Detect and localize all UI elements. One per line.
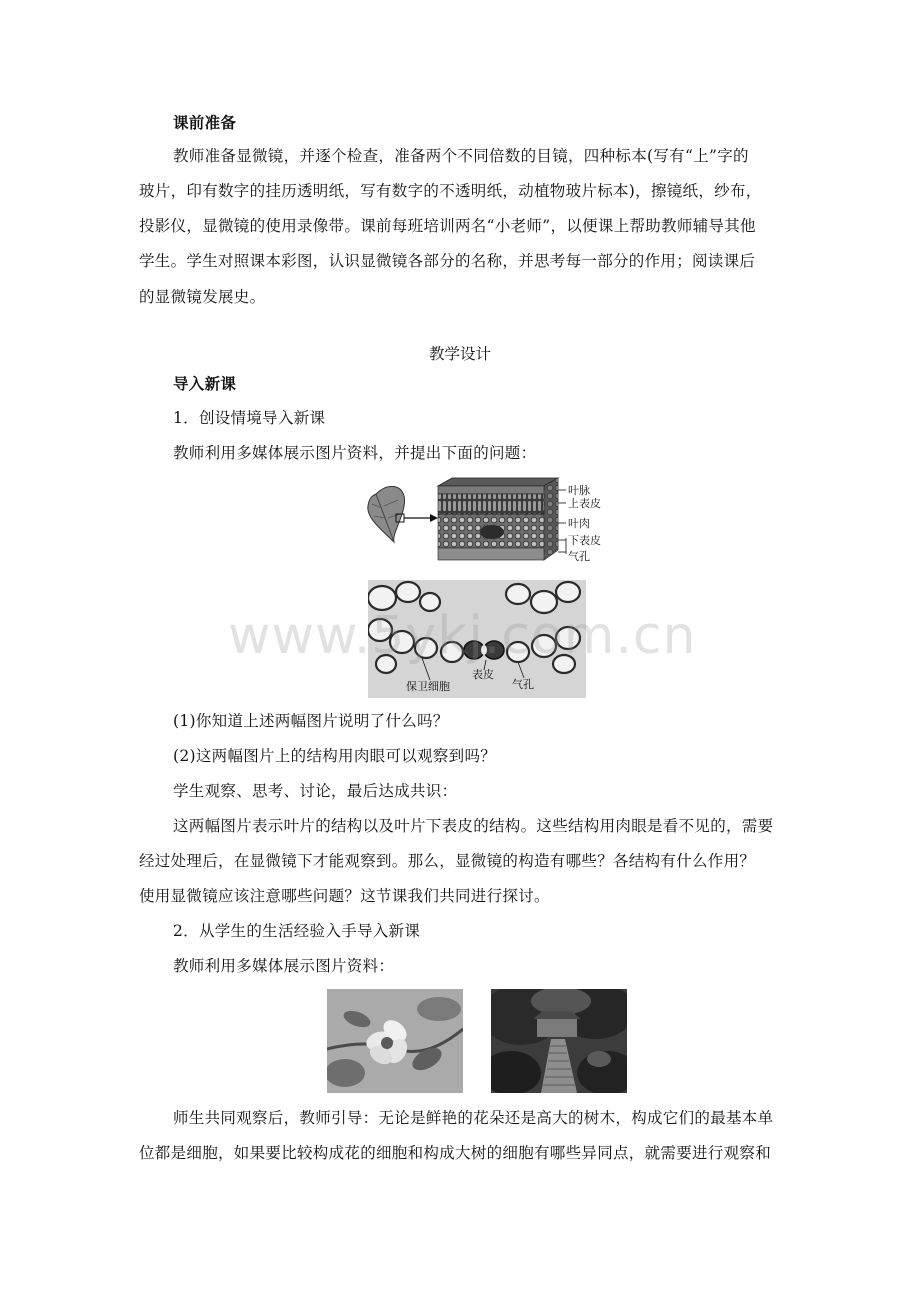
section-heading-prep: 课前准备 bbox=[173, 113, 237, 132]
arrow-icon bbox=[404, 514, 438, 522]
question-1: (1)你知道上述两幅图片说明了什么吗？ bbox=[173, 712, 449, 730]
answer-line-2: 经过处理后，在显微镜下才能观察到。那么，显微镜的构造有哪些？各结构有什么作用？ bbox=[139, 852, 756, 870]
guide-line-2: 位都是细胞，如果要比较构成花的细胞和构成大树的细胞有哪些异同点，就需要进行观察和 bbox=[139, 1144, 772, 1162]
watermark-text: www.5ykj.com.cn bbox=[228, 606, 697, 666]
answer-line-1: 这两幅图片表示叶片的结构以及叶片下表皮的结构。这些结构用肉眼是看不见的，需要 bbox=[173, 817, 774, 835]
label-upper-epidermis: 上表皮 bbox=[568, 497, 601, 510]
tree-path-photo bbox=[491, 989, 627, 1093]
item-1-heading: 1．创设情境导入新课 bbox=[173, 409, 326, 427]
label-guard-cell: 保卫细胞 bbox=[406, 680, 450, 693]
question-2: (2)这两幅图片上的结构用肉眼可以观察到吗？ bbox=[173, 747, 497, 765]
label-mesophyll: 叶肉 bbox=[568, 517, 590, 530]
section-heading-intro: 导入新课 bbox=[173, 374, 237, 393]
prep-line-2: 玻片，印有数字的挂历透明纸，写有数字的不透明纸，动植物玻片标本)，擦镜纸，纱布， bbox=[139, 182, 762, 200]
label-epidermis: 表皮 bbox=[472, 668, 494, 681]
leaf-structure-figure bbox=[362, 476, 602, 570]
item-2-heading: 2．从学生的生活经验入手导入新课 bbox=[173, 922, 421, 940]
prep-line-5: 的显微镜发展史。 bbox=[139, 288, 266, 306]
section-title-design: 教学设计 bbox=[428, 345, 491, 363]
consensus-text: 学生观察、思考、讨论，最后达成共识： bbox=[173, 782, 458, 800]
epidermis-micrograph bbox=[368, 580, 586, 698]
prep-line-3: 投影仪，显微镜的使用录像带。课前每班培训两名“小老师”，以便课上帮助教师辅导其他 bbox=[139, 217, 756, 235]
label-stoma-2: 气孔 bbox=[512, 678, 534, 691]
cross-section-block bbox=[438, 478, 558, 560]
item-1-text: 教师利用多媒体展示图片资料，并提出下面的问题： bbox=[173, 444, 537, 462]
item-2-text: 教师利用多媒体展示图片资料： bbox=[173, 957, 395, 975]
leaf-icon bbox=[368, 486, 405, 542]
label-lower-epidermis: 下表皮 bbox=[568, 534, 601, 547]
label-vein: 叶脉 bbox=[568, 484, 590, 497]
prep-line-4: 学生。学生对照课本彩图，认识显微镜各部分的名称，并思考每一部分的作用；阅读课后 bbox=[139, 252, 756, 270]
label-stoma: 气孔 bbox=[568, 550, 590, 563]
guide-line-1: 师生共同观察后，教师引导：无论是鲜艳的花朵还是高大的树木，构成它们的最基本单 bbox=[173, 1109, 774, 1127]
prep-line-1: 教师准备显微镜，并逐个检查，准备两个不同倍数的目镜，四种标本(写有“上”字的 bbox=[173, 147, 749, 165]
answer-line-3: 使用显微镜应该注意哪些问题？这节课我们共同进行探讨。 bbox=[139, 887, 550, 905]
flower-photo bbox=[327, 989, 463, 1093]
